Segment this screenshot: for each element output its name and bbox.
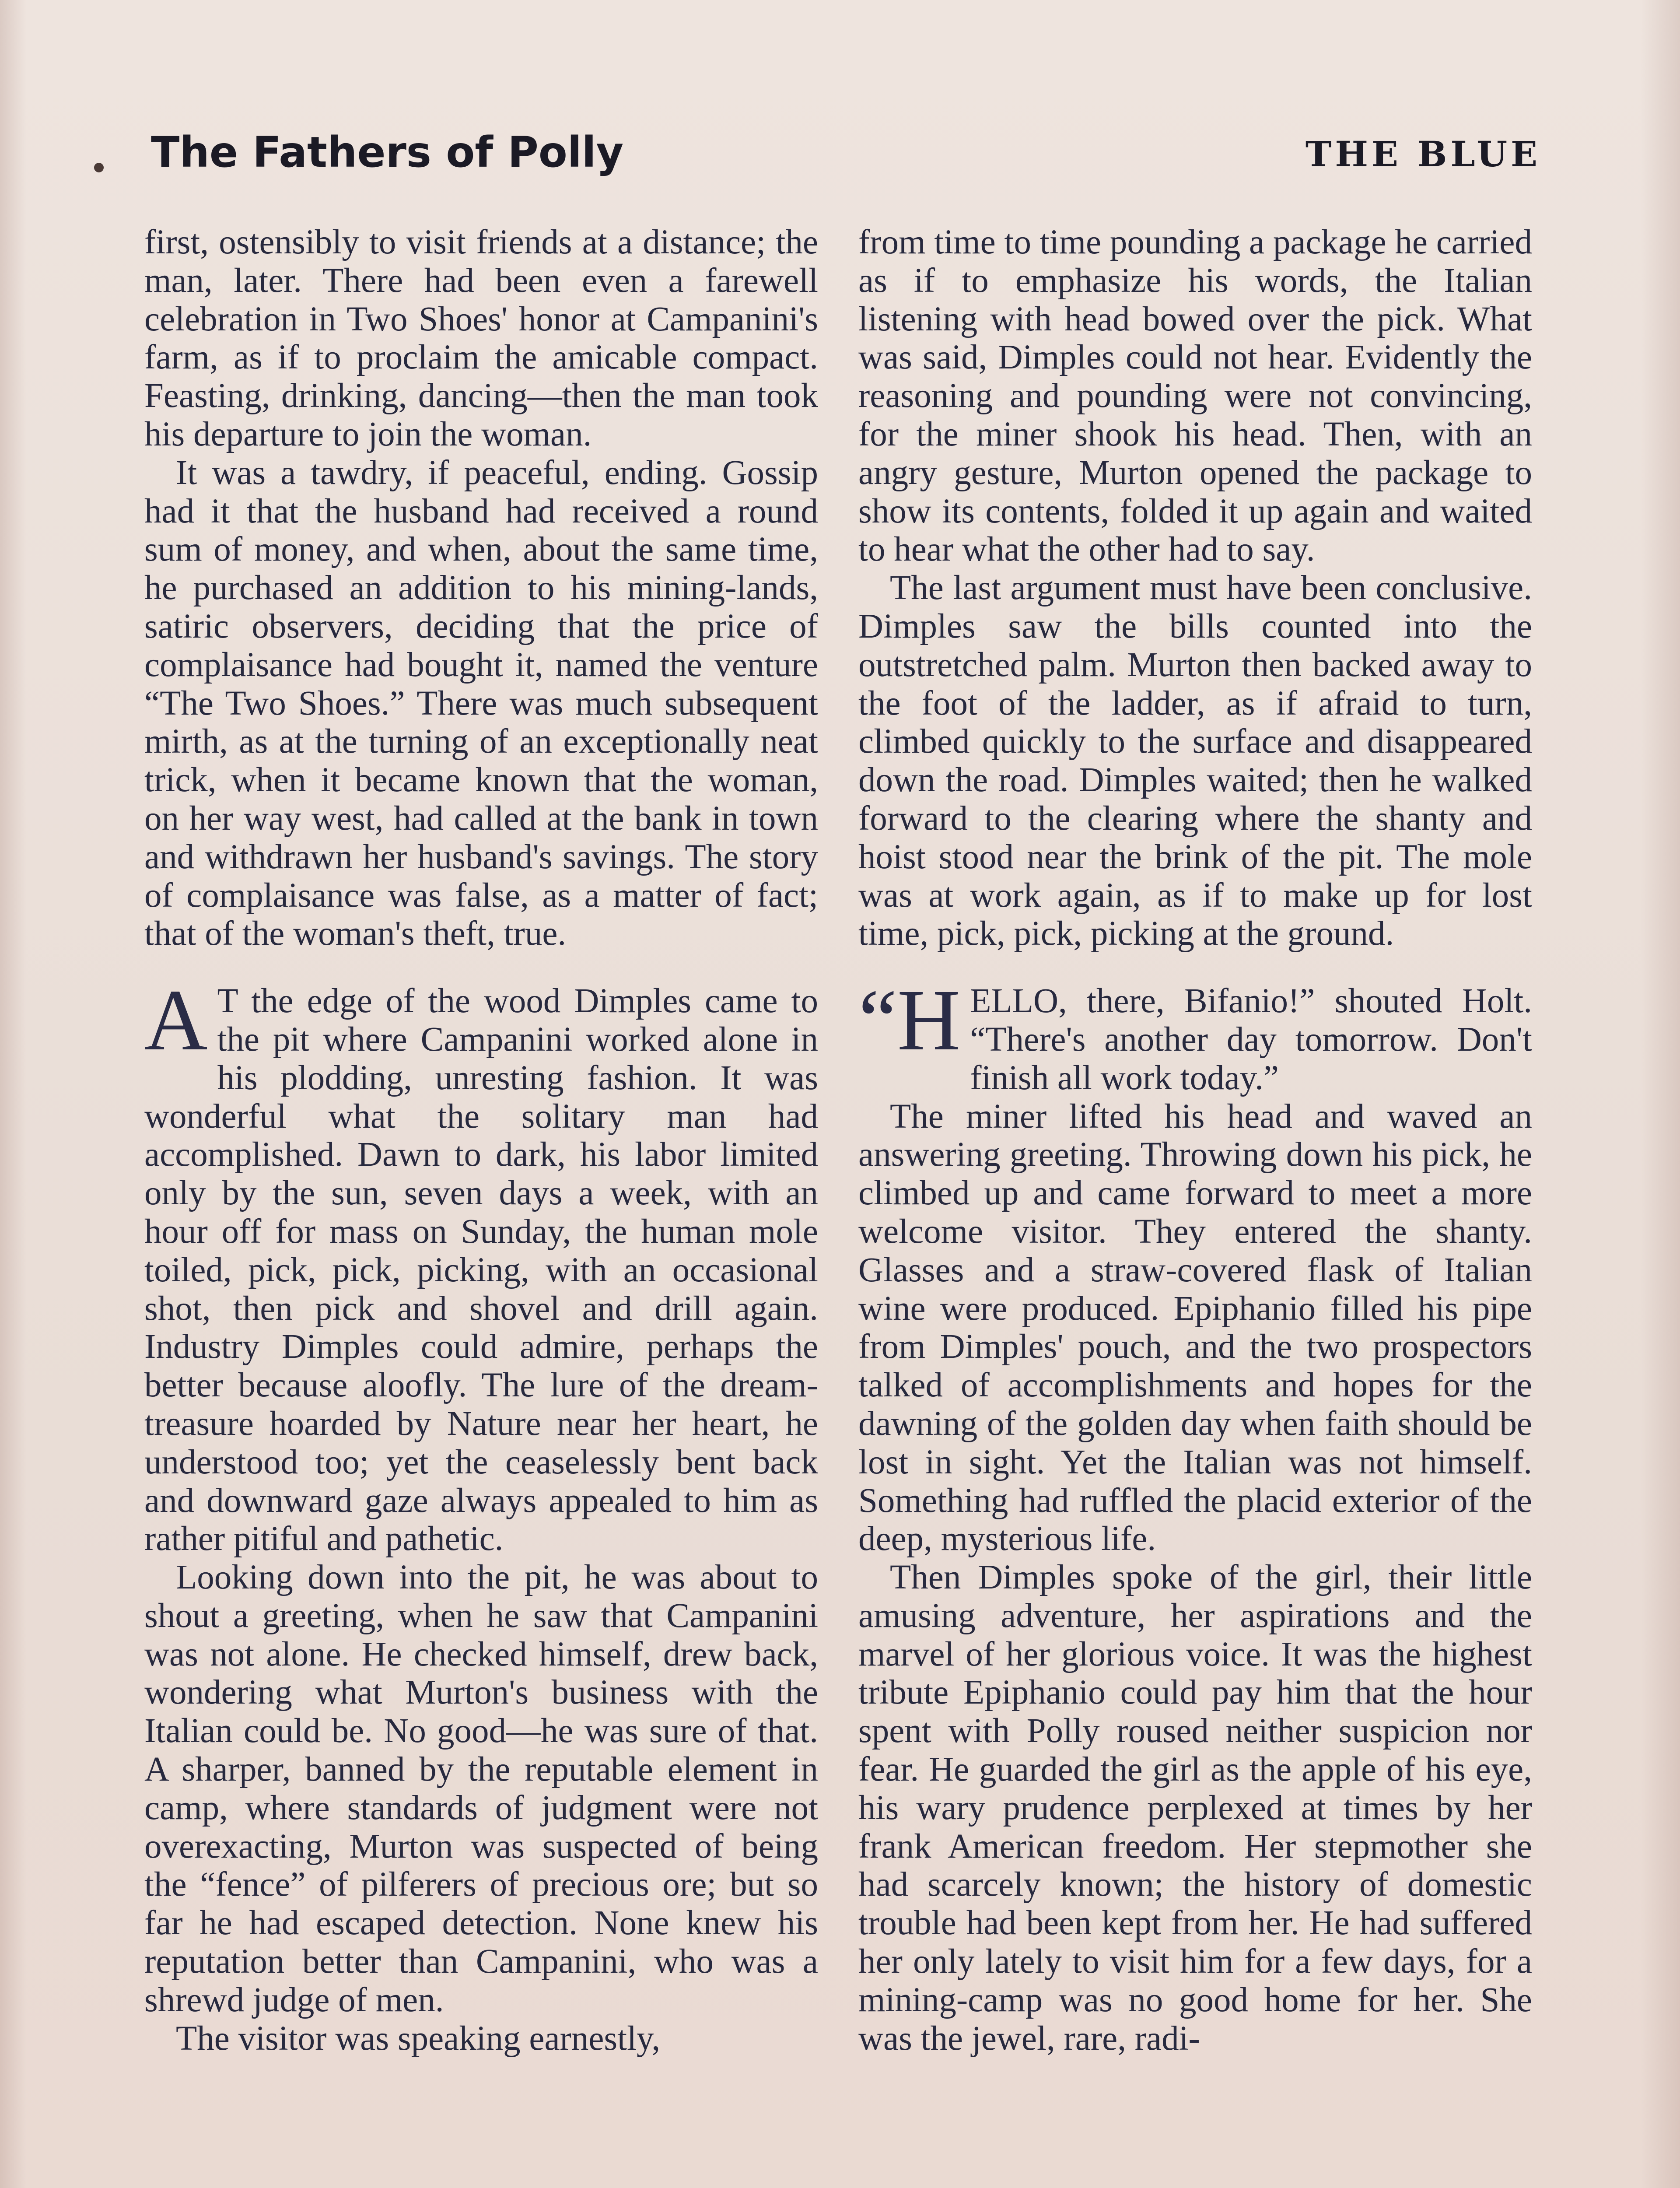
left-column (144, 223, 818, 2058)
paragraph-text: ELLO, there, Bifanio!” shouted Holt. “There's another day tomorrow. Don't finish all work today.” (970, 982, 1532, 1097)
paragraph: first, ostensibly to visit friends at a distance; the man, later. There had been even a farewell celebration in Two Shoes' honor at Campanini's farm, as if to proclaim the amicable compact. Feasting, drinking, dancing—then the man took his departure to join the woman. (144, 223, 818, 453)
paragraph: The visitor was speaking earnestly, (176, 2019, 661, 2058)
right-column (858, 223, 1532, 2058)
section-paragraph (858, 972, 1532, 1097)
header-bullet (94, 163, 104, 172)
drop-cap: “H (858, 972, 961, 1069)
paragraph: Looking down into the pit, he was about to shout a greeting, when he saw that Campanini was not alone. He checked himself, drew back, wondering what Murton's business with the Italian could be. No good—he was sure of that. A sharper, banned by the reputable element in camp, where standards of judgment were not overexacting, Murton was suspected of being the “fence” of pilferers of precious ore; but so far he had escaped detection. None knew his reputation better than Campanini, who was a shrewd judge of men. (144, 1558, 818, 2019)
paragraph: Then Dimples spoke of the girl, their little amusing adventure, her aspirations and the marvel of her glorious voice. It was the highest tribute Epiphanio could pay him that the hour spent with Polly roused neither suspicion nor fear. He guarded the girl as the apple of his eye, his wary prudence perplexed at times by her frank American freedom. Her stepmother she had scarcely known; the history of domestic trouble had been kept from her. He had suffered her only lately to visit him for a few days, for a mining-camp was no good home for her. She was the jewel, rare, radi- (858, 1558, 1532, 2058)
paragraph: from time to time pounding a package he carried as if to emphasize his words, the Italian listening with head bowed over the pick. What was said, Dimples could not hear. Evidently the reasoning and pounding were not convincing, for the miner shook his head. Then, with an angry gesture, Murton opened the package to show its contents, folded it up again and waited to hear what the other had to say. (858, 223, 1532, 569)
paragraph-text: T the edge of the wood Dimples came to the pit where Campanini worked alone in his plodding, unresting fashion. It was wonderful what the solitary man had accomplished. Dawn to dark, his labor limited only by the sun, seven days a week, with an hour off for mass on Sunday, the human mole toiled, pick, pick, picking, with an occasional shot, then pick and shovel and drill again. Industry Dimples could admire, perhaps the better because aloofly. The lure of the dream-treasure hoarded by Nature near her heart, he understood too; yet the ceaselessly bent back and downward gaze always appealed to him as rather pitiful and pathetic. (144, 982, 818, 1558)
drop-cap: A (144, 972, 208, 1069)
running-title: The Fathers of Polly (151, 128, 624, 177)
section-paragraph (144, 972, 818, 1558)
paragraph: The miner lifted his head and waved an answering greeting. Throwing down his pick, he climbed up and came forward to meet a more welcome visitor. They entered the shanty. Glasses and a straw-covered flask of Italian wine were produced. Epiphanio filled his pipe from Dimples' pouch, and the two prospectors talked of accomplishments and hopes for the dawning of the golden day when faith should be lost in sight. Yet the Italian was not himself. Something had ruffled the placid exterior of the deep, mysterious life. (858, 1097, 1532, 1558)
paragraph: The last argument must have been conclusive. Dimples saw the bills counted into the outstretched palm. Murton then backed away to the foot of the ladder, as if afraid to turn, climbed quickly to the surface and disappeared down the road. Dimples waited; then he walked forward to the clearing where the shanty and hoist stood near the brink of the pit. The mole was at work again, as if to make up for lost time, pick, pick, picking at the ground. (858, 569, 1532, 953)
magazine-title: THE BLUE (1305, 133, 1541, 175)
paragraph: It was a tawdry, if peaceful, ending. Gossip had it that the husband had received a round sum of money, and when, about the same time, he purchased an addition to his mining-lands, satiric observers, deciding that the price of complaisance had bought it, named the venture “The Two Shoes.” There was much subsequent mirth, as at the turning of an exceptionally neat trick, when it became known that the woman, on her way west, had called at the bank in town and withdrawn her husband's savings. The story of complaisance was false, as a matter of fact; that of the woman's theft, true. (144, 453, 818, 953)
